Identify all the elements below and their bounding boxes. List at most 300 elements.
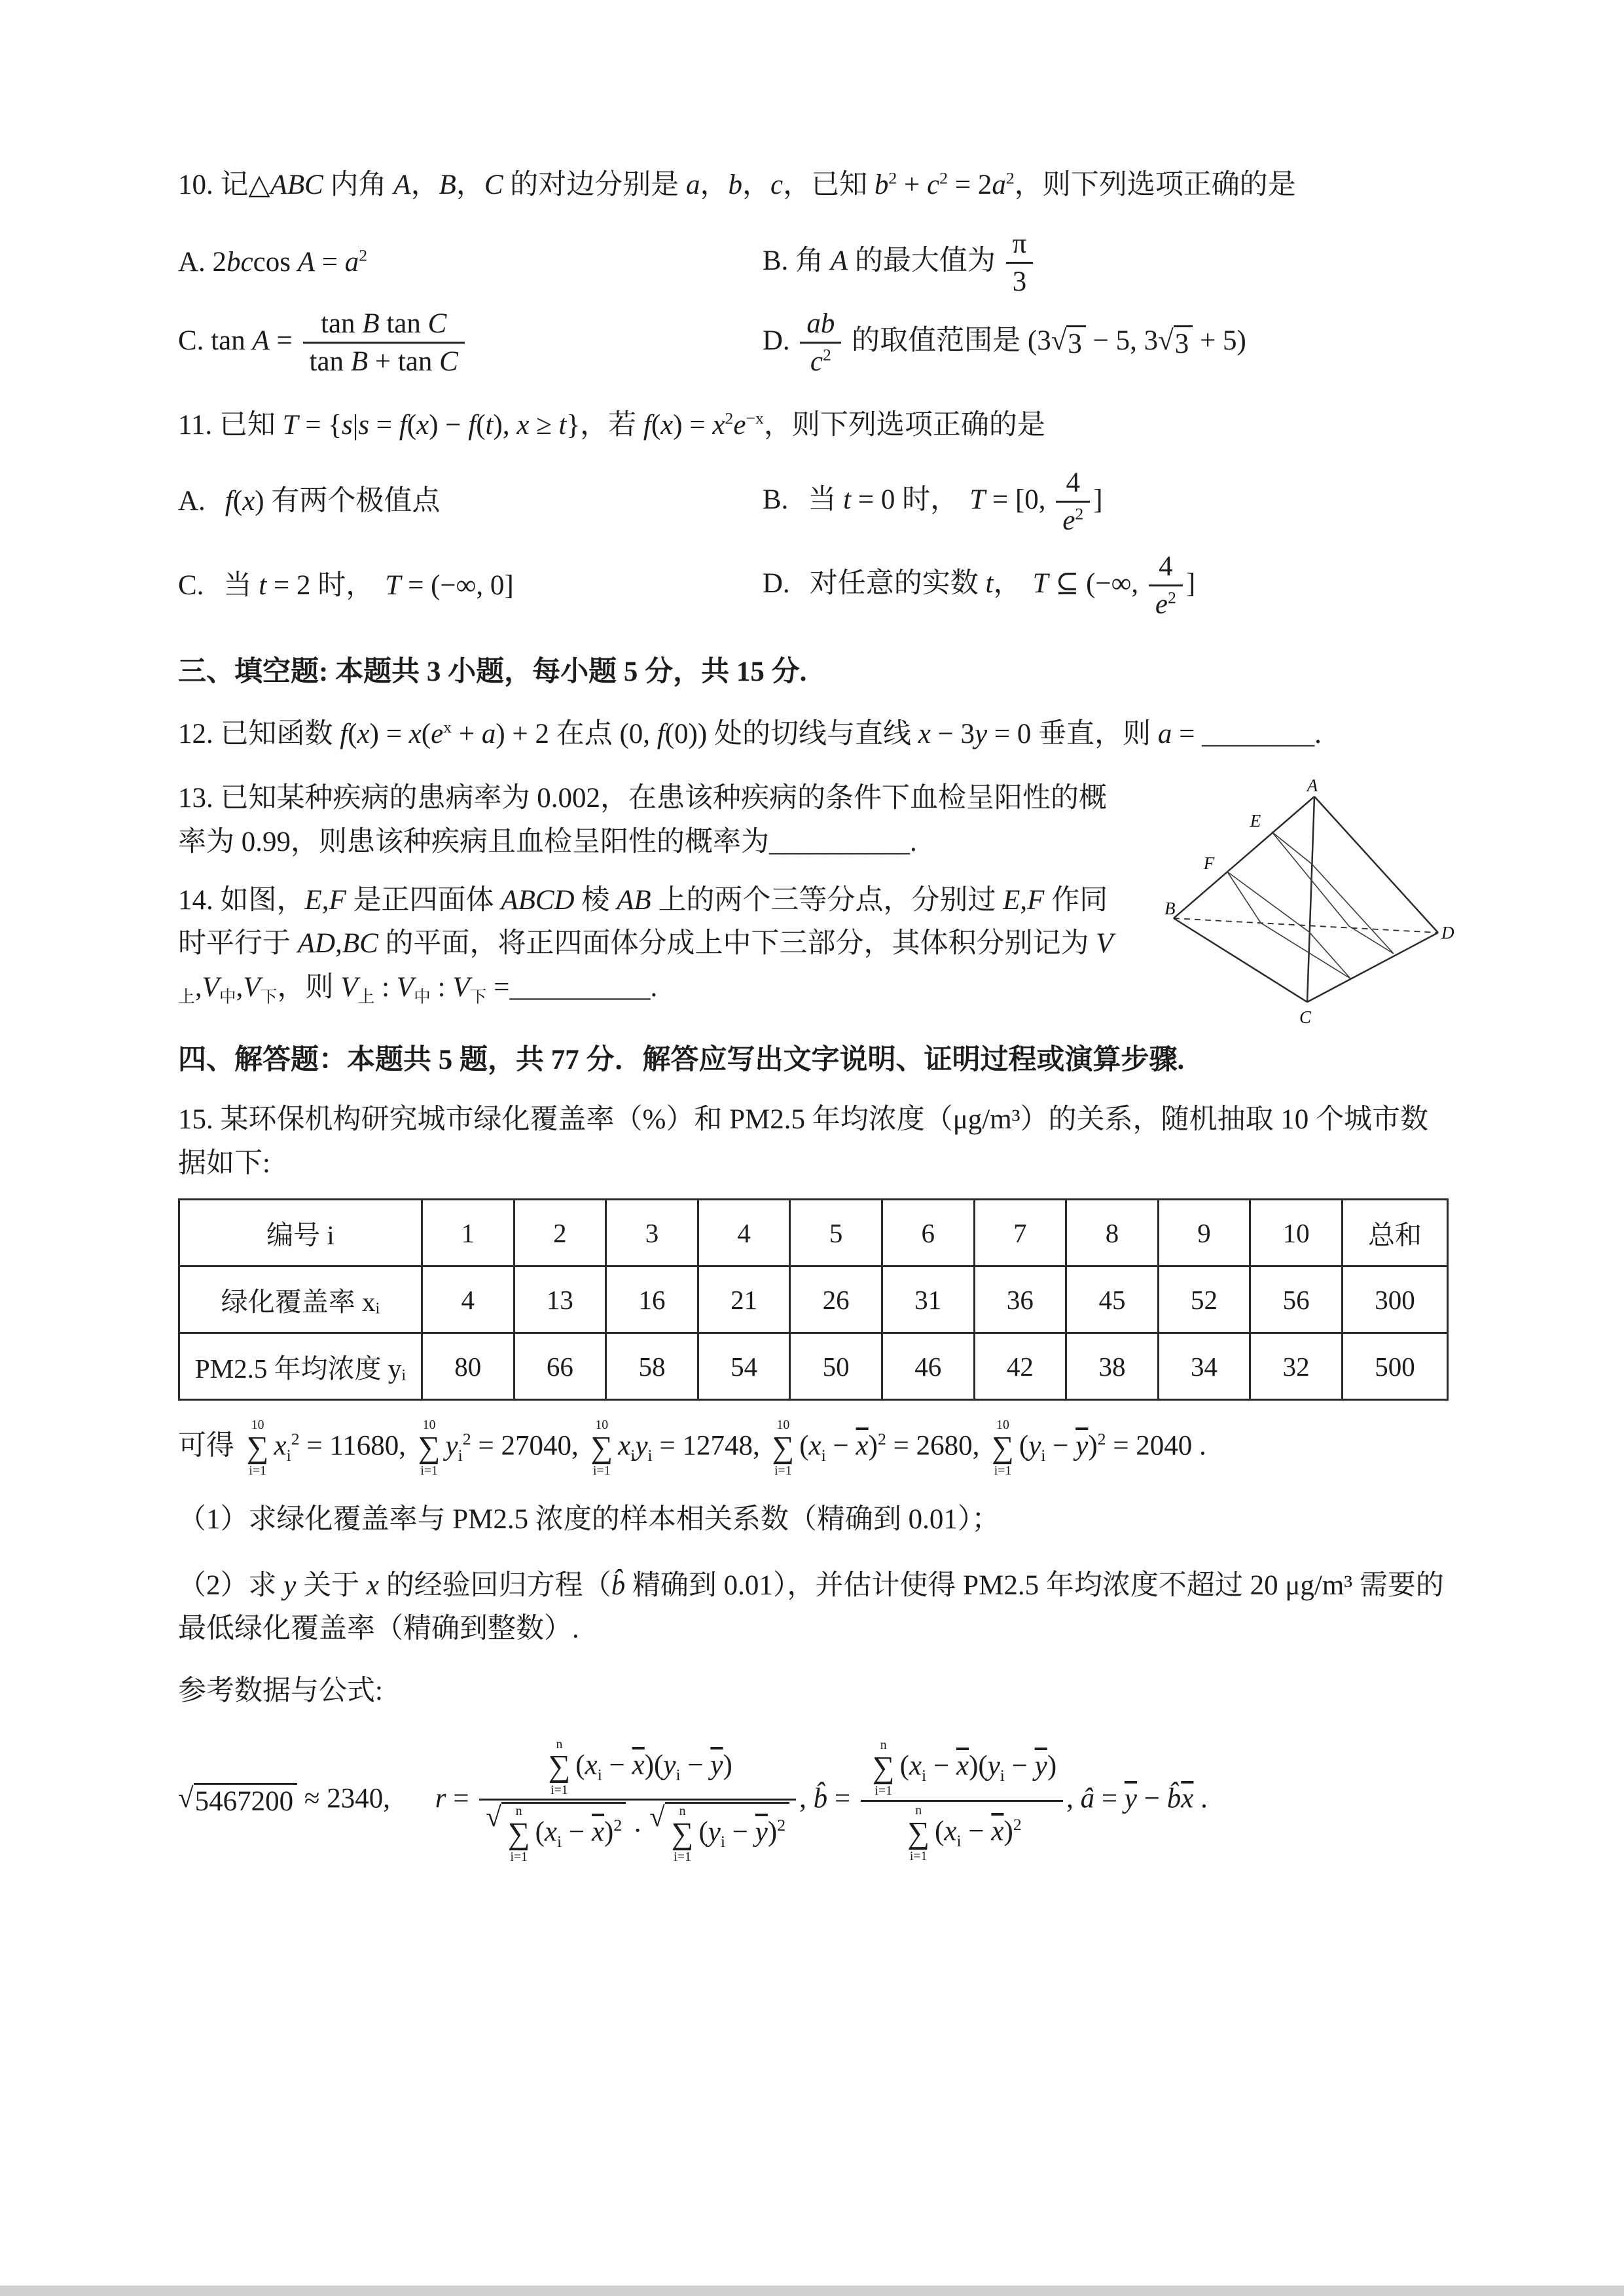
math-text: ] [1093,484,1103,515]
fraction-denominator [1056,503,1090,539]
math-variable: x [660,410,674,441]
math-variable: T [385,569,401,601]
math-text: 的平面，将正四面体分成上中下三部分，其体积分别记为 [378,928,1096,960]
table-cell: 4 [422,1266,514,1333]
math-sqrt [1158,325,1193,361]
sqrt-content [194,1783,298,1819]
sqrt-content [665,1802,789,1865]
math-text: tan [309,346,351,378]
math-variable: y [975,718,988,749]
table-cell: 52 [1158,1266,1250,1333]
math-text: 4 [1066,467,1081,498]
math-text: ) 有两个极值点 [255,486,441,517]
sigma-sign: ∑ [671,1817,694,1852]
math-text: = [827,1783,857,1814]
fraction-numerator [303,306,465,344]
table-header-cell: 6 [882,1200,974,1266]
math-variable: E [304,884,322,916]
math-variable: y [708,1816,721,1848]
table-header-cell: 总和 [1343,1200,1448,1266]
math-text: )( [644,1749,664,1780]
math-text: 作同时平行于 [178,884,1108,960]
math-superscript: 2 [777,1816,786,1835]
sum-upper-limit: n [556,1736,563,1751]
math-text: = [269,325,300,356]
math-text: , [799,1783,814,1814]
math-variable: b̂ [1166,1783,1182,1814]
question-15-part-1 [178,1498,1449,1542]
math-text: ≈ 2340, [297,1783,390,1814]
math-summation [418,1418,441,1479]
math-text: ) [1047,1750,1057,1782]
math-variable: x [516,410,530,441]
math-text: . [1193,1783,1208,1814]
math-overline-variable: $\overline{y}$ [1075,1430,1089,1462]
math-variable: y [635,1430,648,1462]
table-header-cell: 5 [790,1200,882,1266]
math-overline-variable: $\overline{x}$ [856,1430,869,1462]
math-summation [772,1418,794,1479]
sum-lower-limit: i=1 [550,1782,568,1797]
math-fraction [1006,226,1034,300]
math-superscript: x [443,717,452,737]
math-variable: b̂ [813,1783,828,1814]
vertex-a-label: A [1307,776,1318,796]
math-overline-variable: $\overline{y}$ [1124,1783,1138,1814]
math-variable: e [733,410,746,441]
math-variable: x [544,1816,558,1848]
table-cell: 32 [1250,1333,1343,1400]
math-text: （2）求 [178,1570,284,1601]
math-variable: ABCD [501,884,575,916]
sigma-sign: ∑ [246,1430,269,1465]
math-variable: a [1157,718,1172,749]
vertex-c-label: C [1299,1007,1312,1028]
math-text: ] [1185,567,1196,599]
math-text: 可得 [178,1430,242,1462]
radical-sign: √ [178,1783,194,1814]
math-text: − [825,1430,856,1462]
table-header-cell: 1 [422,1200,514,1266]
table-cell: 58 [606,1333,698,1400]
math-summation [247,1418,269,1479]
math-subscript: i [597,1765,602,1784]
table-cell: 16 [606,1266,698,1333]
math-text: 4 [1159,550,1173,582]
math-text: D. [762,325,797,356]
math-text: 三、填空题: 本题共 3 小题，每小题 5 分，共 15 分. [178,656,807,688]
math-variable: e [431,718,444,749]
math-overline-variable: $\overline{y}$ [1034,1750,1047,1782]
sum-lower-limit: i=1 [510,1850,528,1865]
table-header-cell: 4 [698,1200,790,1266]
fraction-numerator [861,1736,1063,1802]
math-text: ) = [369,718,409,749]
math-text: = 12748, [652,1430,767,1462]
math-text: ≥ [529,410,559,441]
math-text: ( [899,1750,909,1782]
math-variable: y [283,1570,297,1601]
math-text: − [926,1750,956,1782]
math-summation [992,1418,1014,1479]
math-variable: f [468,410,477,441]
math-text: ) [604,1816,614,1848]
math-text: cos [253,247,298,278]
math-fraction [800,306,841,380]
math-text: + 5) [1193,325,1246,356]
radical-sign: √ [486,1802,501,1833]
math-variable: T [282,410,298,441]
table-cell: 500 [1343,1333,1448,1400]
table-cell: 26 [790,1266,882,1333]
math-text: ) = [673,410,713,441]
table-row [179,1266,1448,1333]
question-10-options-row-1 [178,226,1449,300]
math-text: = ________. [1172,718,1322,749]
reference-formulas [178,1736,1449,1867]
math-text: + tan [368,346,440,378]
math-summation [590,1418,613,1479]
math-text: 13. 已知某种疾病的患病率为 0.002，在患该种疾病的条件下血检呈阳性的概率为 0.99，则患该种疾病且血检呈阳性的概率为__________. [178,783,1107,857]
sigma-sign: ∑ [590,1430,613,1465]
math-variable: a [344,247,359,278]
math-text: ( [575,1749,585,1780]
math-text: = 0 垂直，则 [987,718,1158,749]
table-cell: 50 [790,1333,882,1400]
table-cell: 13 [514,1266,606,1333]
math-subscript: i [821,1446,826,1465]
math-variable: f [399,410,407,441]
math-text: ), [493,410,517,441]
question-15-part-2 [178,1564,1449,1651]
math-text: tan [379,308,428,339]
math-superscript: 2 [1075,504,1084,524]
math-variable: x [808,1430,821,1462]
math-text: = [0, [985,484,1053,515]
math-text: B. [762,484,789,515]
sum-lower-limit: i=1 [249,1463,266,1479]
math-text: 关于 [296,1570,367,1601]
sum-lower-limit: i=1 [875,1784,893,1799]
math-superscript: 2 [725,408,734,428]
math-variable: T [969,484,986,515]
table-header-cell: 10 [1250,1200,1343,1266]
math-text: ) [1003,1816,1013,1847]
math-text: 棱 [574,884,617,916]
math-summation [907,1803,929,1864]
math-superscript: 2 [939,168,948,188]
math-text: ， [742,170,771,200]
fraction-numerator [1006,226,1034,264]
math-fraction [303,306,465,380]
math-superscript: 2 [1013,1814,1022,1834]
math-text: ， [993,567,1022,599]
table-cell: 300 [1343,1266,1448,1333]
sum-lower-limit: i=1 [674,1850,691,1865]
math-text: + [897,170,928,200]
sum-lower-limit: i=1 [593,1463,611,1479]
math-variable: x [585,1749,598,1780]
math-superscript: 2 [291,1429,300,1449]
math-text: = 2 时， [266,569,374,601]
math-variable: B [362,308,380,339]
math-variable: s [341,410,353,441]
math-text: + [452,718,482,749]
fraction-numerator [800,306,841,344]
math-variable: f [340,718,348,749]
math-text: 精确到 0.01），并估计使得 PM2.5 年均浓度不超过 20 μg/m³ 需要的最低绿化覆盖率（精确到整数）. [178,1570,1444,1645]
math-variable: e [1155,589,1168,620]
math-text: 14. 如图， [178,884,305,916]
sum-upper-limit: 10 [251,1418,264,1433]
math-variable: A [830,245,848,276]
tetrahedron-figure [1161,776,1454,1030]
table-cell: 21 [698,1266,790,1333]
sum-upper-limit: n [915,1803,922,1818]
table-cell: 31 [882,1266,974,1333]
math-summation [672,1804,694,1865]
math-variable: x [274,1430,287,1462]
math-superscript: 2 [877,1429,886,1449]
math-variable: y [663,1749,676,1780]
table-header-cell: 8 [1066,1200,1159,1266]
math-subscript: i [676,1765,681,1784]
sqrt-content [501,1802,626,1865]
sigma-sign: ∑ [772,1430,795,1465]
table-cell: 45 [1066,1266,1159,1333]
math-superscript: 2 [1097,1429,1106,1449]
math-text: ) [868,1430,878,1462]
math-subscript: 下 [469,987,487,1007]
math-superscript: 2 [1167,588,1176,608]
math-variable: C [439,346,458,378]
math-variable: C [484,170,503,200]
math-variable: b̂ [611,1570,626,1601]
table-cell: 46 [882,1333,974,1400]
math-text: = { [298,410,342,441]
math-variable: V [340,971,358,1003]
math-text: 3 [1068,328,1082,359]
math-text: = [446,1783,477,1814]
math-variable: x [944,1816,957,1847]
table-row-label: 绿化覆盖率 xᵢ [179,1266,422,1333]
math-text: − [1137,1783,1167,1814]
math-text: , [335,928,342,960]
table-cell: 38 [1066,1333,1159,1400]
sqrt-content [1174,325,1193,361]
math-text: 是正四面体 [346,884,501,916]
table-row [179,1333,1448,1400]
math-subscript: 下 [260,987,278,1007]
math-text: 内角 [323,170,394,200]
math-text: ( [935,1816,945,1847]
math-text: (0)) 处的切线与直线 [664,718,918,749]
math-text: ( [799,1430,809,1462]
vertex-d-label: D [1441,923,1454,943]
math-variable: a [686,170,700,200]
question-11-option-b [763,465,1449,539]
math-text: tan [321,308,363,339]
question-10-option-a [178,241,763,285]
math-summation [508,1804,530,1865]
table-cell: 42 [974,1333,1066,1400]
math-variable: F [1027,884,1045,916]
math-variable: B [350,346,369,378]
math-text: = 27040, [471,1430,586,1462]
sum-upper-limit: 10 [776,1418,790,1433]
math-subscript: 上 [357,987,375,1007]
math-variable: ABC [270,170,323,200]
math-fraction [861,1736,1063,1865]
math-text: ( [1019,1430,1029,1462]
math-subscript: i [630,1446,636,1465]
math-text: ( [406,410,417,441]
math-variable: ab [806,308,835,339]
math-variable: b [728,170,743,200]
math-subscript: i [1041,1446,1046,1465]
math-text: ( [232,486,243,517]
math-text: 当 [223,569,259,601]
math-variable: E [1003,884,1020,916]
math-variable: T [1032,567,1049,599]
math-variable: x [242,486,255,517]
math-variable: bc [226,247,253,278]
fraction-numerator [479,1736,796,1801]
math-text: ，则下列选项正确的是 [1014,170,1296,200]
fraction-denominator [303,344,465,380]
table-header-cell: 2 [514,1200,606,1266]
table-header-cell: 9 [1158,1200,1250,1266]
math-subscript: 中 [219,987,236,1007]
table-cell: 56 [1250,1266,1343,1333]
math-subscript: i [458,1446,463,1465]
math-overline-variable: $\overline{x}$ [591,1816,605,1848]
table-cell: 36 [974,1266,1066,1333]
math-text: : [374,971,397,1003]
math-variable: x [416,410,429,441]
math-summation [549,1737,571,1798]
math-text: 的取值范围是 (3 [844,325,1051,356]
math-text: =__________. [486,971,658,1003]
math-variable: f [225,486,233,517]
question-11-option-d [763,548,1449,623]
math-overline-variable: $\overline{x}$ [956,1750,969,1782]
math-variable: x [909,1750,922,1782]
math-text: = 2 [948,170,992,200]
math-text: , [1066,1783,1081,1814]
reference-data-label [178,1670,1449,1713]
math-superscript: −x [746,408,764,428]
math-text: ) [767,1816,778,1848]
math-text: ， [700,170,729,200]
math-text: 四、解答题：本题共 5 题，共 77 分．解答应写出文字说明、证明过程或演算步骤. [178,1045,1185,1076]
math-variable: t [485,410,494,441]
sum-lower-limit: i=1 [420,1463,438,1479]
question-10-option-d [763,306,1449,380]
math-variable: V [243,971,261,1003]
vertex-b-label: B [1164,899,1176,919]
sum-upper-limit: n [679,1804,686,1819]
math-text: − [1004,1750,1035,1782]
math-text: ，则 [277,971,341,1003]
math-variable: s [358,410,370,441]
math-variable: r [435,1783,446,1814]
math-variable: V [1096,928,1113,960]
math-subscript: 上 [178,987,195,1007]
math-variable: f [657,718,665,749]
math-overline-variable: $\overline{x}$ [632,1749,645,1780]
math-text: − [602,1749,632,1780]
math-text: 的对边分别是 [503,170,687,200]
math-subscript: i [720,1832,726,1852]
math-variable: BC [342,928,378,960]
table-header-cell: 7 [974,1200,1066,1266]
fraction-denominator [1149,586,1183,623]
math-sqrt [486,1802,626,1865]
math-text: B. 角 [762,245,831,276]
fraction-denominator [800,344,841,380]
math-variable: AD [297,928,336,960]
table-row [179,1200,1448,1266]
math-text: ( [698,1816,708,1848]
math-variable: y [987,1750,1000,1782]
math-variable: x [357,718,370,749]
math-text: 对任意的实数 [809,567,986,599]
math-text: ) + 2 在点 (0, [496,718,657,749]
sigma-sign: ∑ [907,1816,930,1850]
question-11-option-a [178,480,763,524]
sum-upper-limit: 10 [996,1418,1009,1433]
table-row-label: PM2.5 年均浓度 yᵢ [179,1333,422,1400]
math-variable: A [297,247,316,278]
math-text: 3 [1174,328,1189,359]
math-text: ( [535,1816,545,1848]
math-overline-variable: $\overline{x}$ [991,1816,1004,1847]
math-variable: y [1028,1430,1041,1462]
math-text: − [1045,1430,1076,1462]
math-text: = [369,410,399,441]
math-variable: a [481,718,496,749]
math-text: − [725,1816,755,1848]
math-text: 11. 已知 [178,410,283,441]
table-cell: 34 [1158,1333,1250,1400]
question-10-option-b [763,226,1449,300]
math-sqrt [1051,325,1086,361]
math-overline-variable: $\overline{y}$ [755,1816,768,1848]
table-cell: 80 [422,1333,514,1400]
math-variable: V [202,971,219,1003]
question-15-intro [178,1098,1449,1185]
question-15-given-sums [178,1418,1449,1479]
math-variable: t [259,569,267,601]
math-text: = 2040 . [1106,1430,1206,1462]
math-variable: V [452,971,470,1003]
math-subscript: i [557,1832,562,1852]
math-subscript: 中 [414,987,431,1007]
math-variable: x [408,718,422,749]
math-subscript: i [922,1765,927,1785]
math-text: }，若 [566,410,643,441]
math-text: − 5, 3 [1085,325,1159,356]
math-text: − [562,1816,592,1848]
math-text: ， [456,170,484,200]
math-variable: c [927,170,940,200]
math-text: 15. 某环保机构研究城市绿化覆盖率（%）和 PM2.5 年均浓度（μg/m³）的关系，随机抽取 10 个城市数据如下: [178,1103,1429,1179]
math-summation [873,1738,895,1799]
math-text: ，则下列选项正确的是 [763,410,1045,441]
math-overline-variable: $\overline{x}$ [1181,1783,1194,1814]
math-superscript: 2 [462,1429,471,1449]
